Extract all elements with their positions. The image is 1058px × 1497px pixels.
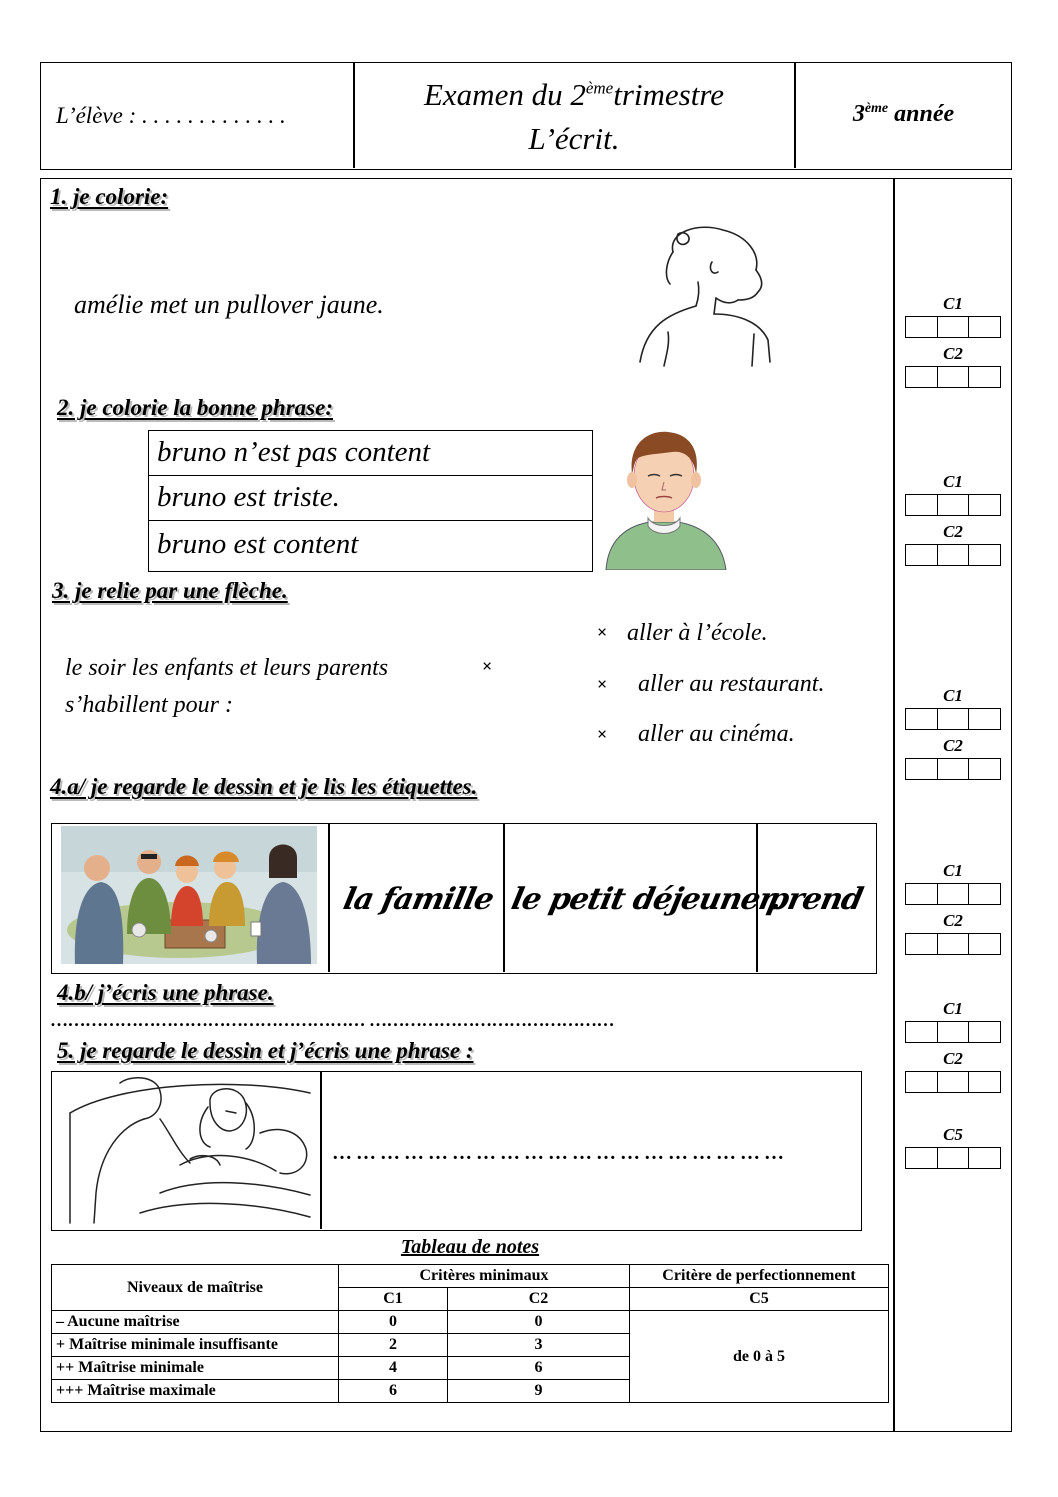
ex3-right-option-3: aller au cinéma. bbox=[638, 721, 795, 747]
ex4b-heading: 4.b/ j’écris une phrase. bbox=[57, 980, 274, 1005]
student-name-label: L’élève : . . . . . . . . . . . . . bbox=[56, 103, 286, 128]
ex3-right-option-2: aller au restaurant. bbox=[638, 671, 825, 697]
score-cells[interactable] bbox=[905, 708, 1001, 730]
ex3-left-line1: le soir les enfants et leurs parents bbox=[65, 655, 389, 681]
exam-subtitle: L’écrit. bbox=[528, 121, 620, 156]
score-cells[interactable] bbox=[905, 1071, 1001, 1093]
score-box-c1-ex4b bbox=[905, 999, 1001, 1043]
notes-row-c1: 6 bbox=[339, 1380, 448, 1403]
notes-row-c2: 6 bbox=[448, 1357, 630, 1380]
ex5-divider bbox=[320, 1072, 322, 1229]
score-box-c1-ex2 bbox=[905, 472, 1001, 516]
notes-row-c2: 9 bbox=[448, 1380, 630, 1403]
notes-col-c1: C1 bbox=[339, 1288, 448, 1311]
ex3-right-option-1: aller à l’école. bbox=[627, 620, 768, 646]
ex2-option-1[interactable] bbox=[148, 430, 593, 476]
family-breakfast-picture bbox=[61, 826, 317, 964]
notes-col-c5: C5 bbox=[630, 1288, 889, 1311]
ex4a-label-la-famille[interactable]: la famille bbox=[340, 882, 497, 917]
ex3-heading: 3. je relie par une flèche. bbox=[52, 578, 288, 603]
score-box-c5-ex5 bbox=[905, 1125, 1001, 1169]
ex2-option-2[interactable] bbox=[148, 475, 593, 521]
score-label: C5 bbox=[943, 1125, 963, 1144]
notes-table bbox=[51, 1264, 889, 1403]
ex5-answer-line[interactable]: … … … … … … … … … … … … … … … … … … … bbox=[332, 1142, 784, 1164]
grade-text: année bbox=[888, 101, 955, 127]
ex4a-label-prend[interactable]: prend bbox=[764, 882, 866, 917]
ex3-right-cross-3[interactable]: × bbox=[597, 724, 608, 744]
ex3-right-cross-2[interactable]: × bbox=[597, 674, 608, 694]
score-label: C1 bbox=[943, 861, 963, 880]
notes-title: Tableau de notes bbox=[400, 1236, 540, 1258]
bruno-picture bbox=[598, 428, 730, 570]
grade-label bbox=[796, 101, 1011, 128]
notes-col-levels: Niveaux de maîtrise bbox=[52, 1265, 339, 1311]
score-label: C2 bbox=[943, 522, 963, 541]
ex4a-heading: 4.a/ je regarde le dessin et je lis les étiquettes. bbox=[50, 774, 478, 799]
ex2-option-3-text: bruno est content bbox=[157, 528, 359, 560]
score-box-c1-ex4a bbox=[905, 861, 1001, 905]
ex1-sentence: amélie met un pullover jaune. bbox=[74, 290, 384, 319]
notes-col-min: Critères minimaux bbox=[339, 1265, 630, 1288]
exam-title-sup: ème bbox=[585, 78, 614, 98]
score-label: C1 bbox=[943, 686, 963, 705]
ex5-heading: 5. je regarde le dessin et j’écris une phrase : bbox=[57, 1038, 474, 1063]
ex3-left-cross[interactable]: × bbox=[482, 656, 493, 676]
score-label: C2 bbox=[943, 736, 963, 755]
exam-title-part1: Examen du 2 bbox=[423, 77, 586, 112]
score-cells[interactable] bbox=[905, 1147, 1001, 1169]
score-cells[interactable] bbox=[905, 544, 1001, 566]
exam-title bbox=[354, 77, 794, 113]
score-cells[interactable] bbox=[905, 758, 1001, 780]
score-label: C2 bbox=[943, 911, 963, 930]
score-cells[interactable] bbox=[905, 883, 1001, 905]
score-cells[interactable] bbox=[905, 933, 1001, 955]
score-box-c2-ex4b bbox=[905, 1049, 1001, 1093]
grade-sup: ème bbox=[864, 101, 889, 116]
score-label: C2 bbox=[943, 1049, 963, 1068]
ex3-left-line2: s’habillent pour : bbox=[65, 692, 233, 718]
notes-row-c1: 4 bbox=[339, 1357, 448, 1380]
score-box-c1-ex1 bbox=[905, 294, 1001, 338]
bedside-drawing bbox=[60, 1073, 316, 1229]
ex4a-divider-1 bbox=[328, 824, 330, 972]
header-box bbox=[40, 62, 1012, 170]
notes-row-c1: 0 bbox=[339, 1311, 448, 1334]
ex4a-label-le-petit-dejeuner[interactable]: le petit déjeuner. bbox=[508, 882, 785, 917]
score-label: C1 bbox=[943, 294, 963, 313]
notes-col-perf: Critère de perfectionnement bbox=[630, 1265, 889, 1288]
notes-row-level: ++ Maîtrise minimale bbox=[52, 1357, 339, 1380]
ex4b-answer-line[interactable]: ……………………………………………… …………………………………… bbox=[50, 1010, 614, 1030]
ex2-option-1-text: bruno n’est pas content bbox=[157, 436, 431, 468]
ex3-right-cross-1[interactable]: × bbox=[597, 622, 608, 642]
score-label: C1 bbox=[943, 472, 963, 491]
score-cells[interactable] bbox=[905, 1021, 1001, 1043]
score-box-c2-ex1 bbox=[905, 344, 1001, 388]
score-box-c2-ex4a bbox=[905, 911, 1001, 955]
notes-row-level: + Maîtrise minimale insuffisante bbox=[52, 1334, 339, 1357]
girl-drawing bbox=[628, 222, 778, 372]
ex4a-divider-2 bbox=[503, 824, 505, 972]
ex2-heading: 2. je colorie la bonne phrase: bbox=[57, 395, 333, 420]
score-box-c1-ex3 bbox=[905, 686, 1001, 730]
notes-row-c1: 2 bbox=[339, 1334, 448, 1357]
score-cells[interactable] bbox=[905, 316, 1001, 338]
score-cells[interactable] bbox=[905, 494, 1001, 516]
ex1-heading: 1. je colorie: bbox=[50, 184, 169, 209]
notes-row-c2: 3 bbox=[448, 1334, 630, 1357]
grade-number: 3 bbox=[852, 101, 865, 127]
notes-row-level: – Aucune maîtrise bbox=[52, 1311, 339, 1334]
notes-c5-range: de 0 à 5 bbox=[630, 1311, 889, 1403]
notes-row-c2: 0 bbox=[448, 1311, 630, 1334]
score-cells[interactable] bbox=[905, 366, 1001, 388]
notes-col-c2: C2 bbox=[448, 1288, 630, 1311]
exam-title-part2: trimestre bbox=[613, 77, 724, 112]
score-column-divider bbox=[893, 178, 895, 1432]
score-label: C2 bbox=[943, 344, 963, 363]
ex2-option-3[interactable] bbox=[148, 520, 593, 572]
ex2-option-2-text: bruno est triste. bbox=[157, 481, 340, 513]
score-box-c2-ex3 bbox=[905, 736, 1001, 780]
score-box-c2-ex2 bbox=[905, 522, 1001, 566]
score-label: C1 bbox=[943, 999, 963, 1018]
notes-row-level: +++ Maîtrise maximale bbox=[52, 1380, 339, 1403]
